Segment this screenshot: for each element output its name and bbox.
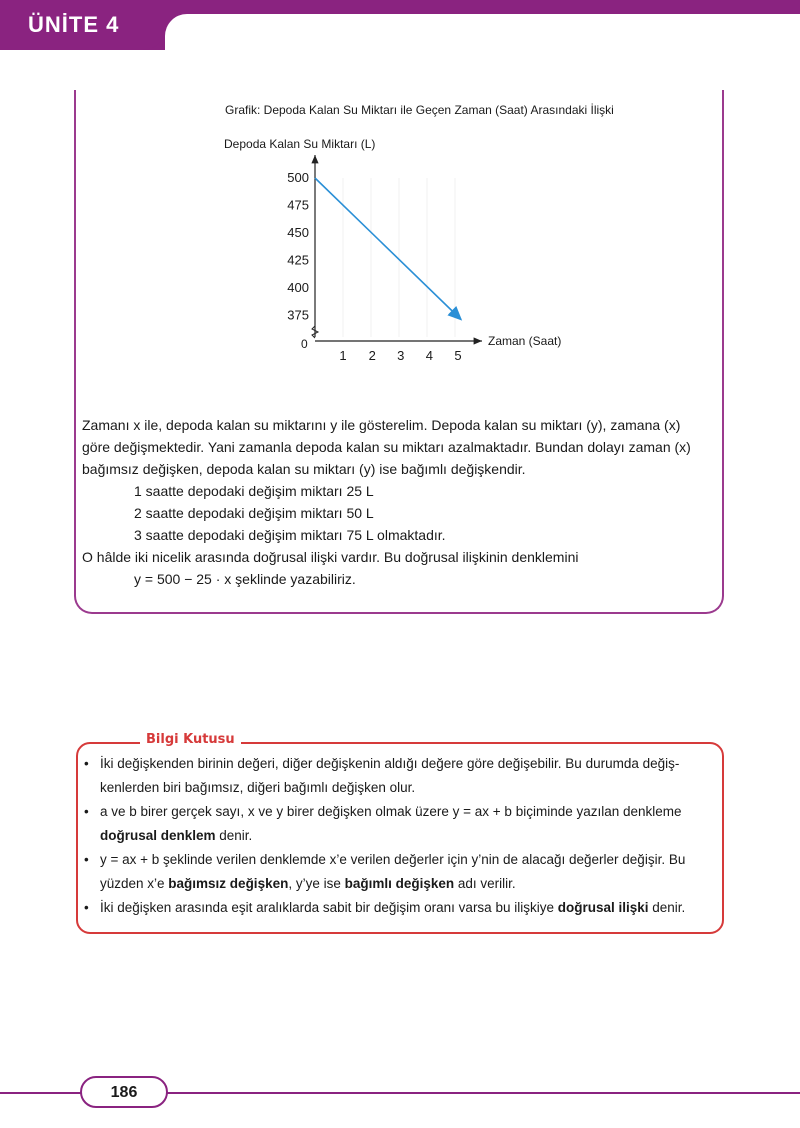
x-tick-label: 4 (425, 348, 434, 363)
change-line: 1 saatte depodaki değişim miktarı 25 L (134, 483, 374, 499)
equation-line: y = 500 − 25 · x şeklinde yazabiliriz. (134, 571, 356, 587)
conclusion-line: O hâlde iki nicelik arasında doğrusal ilişki vardır. Bu doğrusal ilişkinin denklemini (82, 549, 579, 565)
chart-title: Grafik: Depoda Kalan Su Miktarı ile Geçen Zaman (Saat) Arasındaki İlişki (225, 103, 614, 117)
series-line (315, 178, 461, 320)
info-box-title: Bilgi Kutusu (140, 732, 241, 747)
text-line: Zamanı x ile, depoda kalan su miktarını y ile gösterelim. Depoda kalan su miktarı (y), zamana (x) (82, 417, 681, 433)
change-line: 3 saatte depodaki değişim miktarı 75 L olmaktadır. (134, 527, 446, 543)
bullet-icon: • (84, 852, 89, 867)
y-tick-label: 475 (287, 197, 309, 213)
line-chart (220, 130, 600, 370)
y-axis-label: Depoda Kalan Su Miktarı (L) (224, 137, 376, 151)
tab-cut (165, 14, 255, 54)
text-line: bağımsız değişken, depoda kalan su miktarı (y) ise bağımlı değişkendir. (82, 461, 526, 477)
info-item: • İki değişkenden birinin değeri, diğer değişkenin aldığı değere göre değişebilir. Bu durumda değiş- kenlerden biri bağımsız, diğeri bağımlı değişken olur. (84, 752, 720, 800)
page-number: 186 (110, 1084, 138, 1101)
y-tick-label: 425 (287, 252, 309, 268)
x-tick-label: 1 (339, 348, 347, 363)
bullet-icon: • (84, 900, 89, 915)
chart-grid (343, 178, 455, 337)
x-tick-labels (339, 348, 461, 363)
x-tick-label: 3 (397, 348, 405, 363)
origin-label: 0 (301, 337, 308, 351)
y-tick-label: 400 (287, 280, 309, 295)
bullet-icon: • (84, 756, 89, 771)
x-tick-label: 5 (454, 348, 462, 363)
x-axis-label: Zaman (Saat) (488, 334, 562, 348)
text-line: göre değişmektedir. Yani zamanla depoda kalan su miktarı azalmaktadır. Bundan dolayı zaman (x) (82, 439, 691, 455)
info-item: • y = ax + b şeklinde verilen denklemde x’e verilen değerler için y’nin de alacağı değerler değişir. Bu yüzden x’e bağımsız değişken, y’ye ise bağımlı değişken adı verilir. (84, 848, 720, 896)
x-tick-label: 2 (368, 348, 376, 363)
y-tick-label: 375 (287, 307, 309, 323)
y-tick-label: 450 (287, 225, 309, 240)
info-list (84, 752, 720, 920)
unit-label: ÜNİTE 4 (28, 12, 120, 37)
page-number-pill (80, 1076, 168, 1108)
bullet-icon: • (84, 804, 89, 819)
change-line: 2 saatte depodaki değişim miktarı 50 L (134, 505, 374, 521)
y-tick-labels (287, 170, 309, 323)
y-tick-label: 500 (287, 170, 309, 185)
explanation-text (82, 414, 719, 590)
info-item: • İki değişken arasında eşit aralıklarda sabit bir değişim oranı varsa bu ilişkiye doğrusal ilişki denir. (84, 896, 720, 920)
info-item: • a ve b birer gerçek sayı, x ve y birer değişken olmak üzere y = ax + b biçiminde yazılan denkleme doğrusal denklem denir. (84, 800, 720, 848)
